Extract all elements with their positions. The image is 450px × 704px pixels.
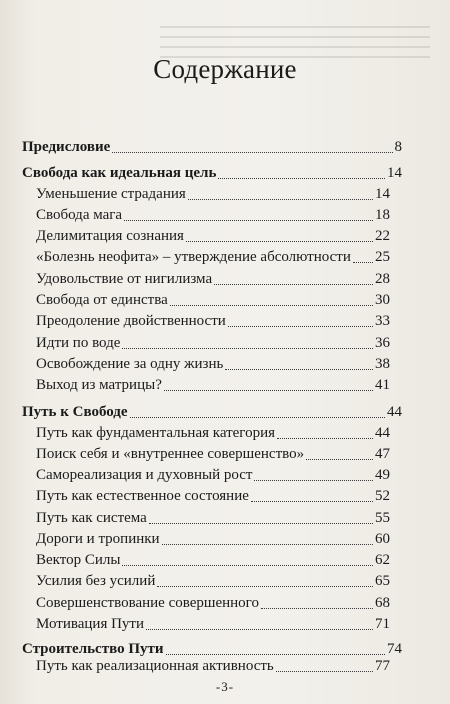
toc-entry[interactable] — [36, 658, 390, 675]
toc-entry-label: Свобода как идеальная цель — [22, 165, 217, 181]
leader-dots — [122, 565, 373, 566]
toc-entry[interactable] — [36, 271, 390, 288]
leader-dots — [214, 284, 373, 285]
leader-dots — [225, 369, 373, 370]
leader-dots — [164, 390, 373, 391]
toc-entry-page: 8 — [394, 139, 402, 155]
leader-dots — [251, 501, 373, 502]
toc-entry[interactable] — [36, 335, 390, 352]
toc-entry-page: 41 — [375, 377, 390, 393]
leader-dots — [170, 305, 373, 306]
toc-entry[interactable] — [22, 139, 402, 156]
toc-entry-page: 36 — [375, 335, 390, 351]
leader-dots — [162, 544, 373, 545]
leader-dots — [261, 608, 373, 609]
toc-entry[interactable] — [36, 488, 390, 505]
toc-entry[interactable] — [36, 467, 390, 484]
toc-entry-page: 60 — [375, 531, 390, 547]
leader-dots — [124, 220, 373, 221]
toc-entry[interactable] — [36, 446, 390, 463]
toc-entry-page: 55 — [375, 510, 390, 526]
toc-entry-label: Вектор Силы — [36, 552, 121, 568]
leader-dots — [353, 262, 373, 263]
toc-entry-label: Путь как естественное состояние — [36, 488, 249, 504]
toc-entry-label: Преодоление двойственности — [36, 313, 226, 329]
toc-entry-label: Путь как система — [36, 510, 147, 526]
toc-entry-page: 44 — [375, 425, 390, 441]
toc-entry[interactable] — [36, 531, 390, 548]
toc-entry-page: 74 — [387, 641, 402, 657]
toc-entry-page: 33 — [375, 313, 390, 329]
toc-entry-page: 38 — [375, 356, 390, 372]
toc-entry-page: 28 — [375, 271, 390, 287]
leader-dots — [166, 654, 386, 655]
toc-entry-label: Мотивация Пути — [36, 616, 145, 632]
toc-entry-page: 71 — [375, 616, 390, 632]
leader-dots — [130, 417, 385, 418]
toc-entry[interactable] — [36, 186, 390, 203]
toc-entry-label: «Болезнь неофита» – утверждение абсолютности — [36, 249, 351, 265]
toc-entry[interactable] — [22, 641, 402, 658]
leader-dots — [186, 241, 373, 242]
show-through-text — [160, 18, 430, 58]
leader-dots — [157, 586, 373, 587]
leader-dots — [228, 326, 373, 327]
toc-entry-label: Путь к Свободе — [22, 404, 128, 420]
toc-entry-label: Уменьшение страдания — [36, 186, 186, 202]
leader-dots — [149, 523, 373, 524]
toc-entry[interactable] — [36, 616, 390, 633]
toc-entry-label: Дороги и тропинки — [36, 531, 160, 547]
leader-dots — [254, 480, 373, 481]
toc-entry[interactable] — [22, 404, 402, 421]
leader-dots — [276, 671, 373, 672]
toc-entry-label: Строительство Пути — [22, 641, 164, 657]
toc-entry-page: 52 — [375, 488, 390, 504]
toc-entry[interactable] — [36, 425, 390, 442]
leader-dots — [112, 152, 392, 153]
toc-entry-label: Свобода от единства — [36, 292, 168, 308]
page-number: -3- — [215, 679, 235, 694]
toc-entry[interactable] — [36, 207, 390, 224]
toc-entry[interactable] — [36, 356, 390, 373]
toc-entry[interactable] — [36, 552, 390, 569]
page-title: Содержание — [153, 54, 297, 84]
toc-entry-label: Усилия без усилий — [36, 573, 156, 589]
toc-entry[interactable] — [36, 573, 390, 590]
leader-dots — [277, 438, 373, 439]
toc-entry[interactable] — [36, 292, 390, 309]
toc-entry[interactable] — [36, 510, 390, 527]
toc-entry-label: Поиск себя и «внутреннее совершенство» — [36, 446, 305, 462]
toc-entry[interactable] — [36, 228, 390, 245]
toc-entry-page: 47 — [375, 446, 390, 462]
toc-entry-page: 77 — [375, 658, 390, 674]
toc-entry-label: Предисловие — [22, 139, 111, 155]
toc-entry-page: 49 — [375, 467, 390, 483]
toc-entry-page: 25 — [375, 249, 390, 265]
leader-dots — [146, 629, 373, 630]
toc-entry-page: 22 — [375, 228, 390, 244]
toc-entry-label: Идти по воде — [36, 335, 121, 351]
toc-entry-page: 14 — [387, 165, 402, 181]
toc-entry-page: 68 — [375, 595, 390, 611]
toc-entry[interactable] — [36, 595, 390, 612]
toc-entry-label: Удовольствие от нигилизма — [36, 271, 213, 287]
leader-dots — [306, 459, 373, 460]
toc-entry-page: 65 — [375, 573, 390, 589]
toc-entry-label: Совершенствование совершенного — [36, 595, 259, 611]
toc-entry-page: 44 — [387, 404, 402, 420]
toc-entry-page: 62 — [375, 552, 390, 568]
toc-entry-label: Делимитация сознания — [36, 228, 184, 244]
toc-entry-label: Свобода мага — [36, 207, 123, 223]
toc-entry-label: Самореализация и духовный рост — [36, 467, 253, 483]
toc-entry-label: Выход из матрицы? — [36, 377, 162, 393]
leader-dots — [218, 178, 385, 179]
toc-entry-label: Путь как фундаментальная категория — [36, 425, 276, 441]
toc-entry-page: 14 — [375, 186, 390, 202]
toc-entry-page: 30 — [375, 292, 390, 308]
toc-entry[interactable] — [36, 377, 390, 394]
toc-entry[interactable] — [36, 249, 390, 266]
toc-entry-page: 18 — [375, 207, 390, 223]
leader-dots — [188, 199, 373, 200]
toc-entry-label: Путь как реализационная активность — [36, 658, 274, 674]
leader-dots — [122, 348, 373, 349]
toc-entry-label: Освобождение за одну жизнь — [36, 356, 224, 372]
toc-entry[interactable] — [22, 165, 402, 182]
toc-entry[interactable] — [36, 313, 390, 330]
